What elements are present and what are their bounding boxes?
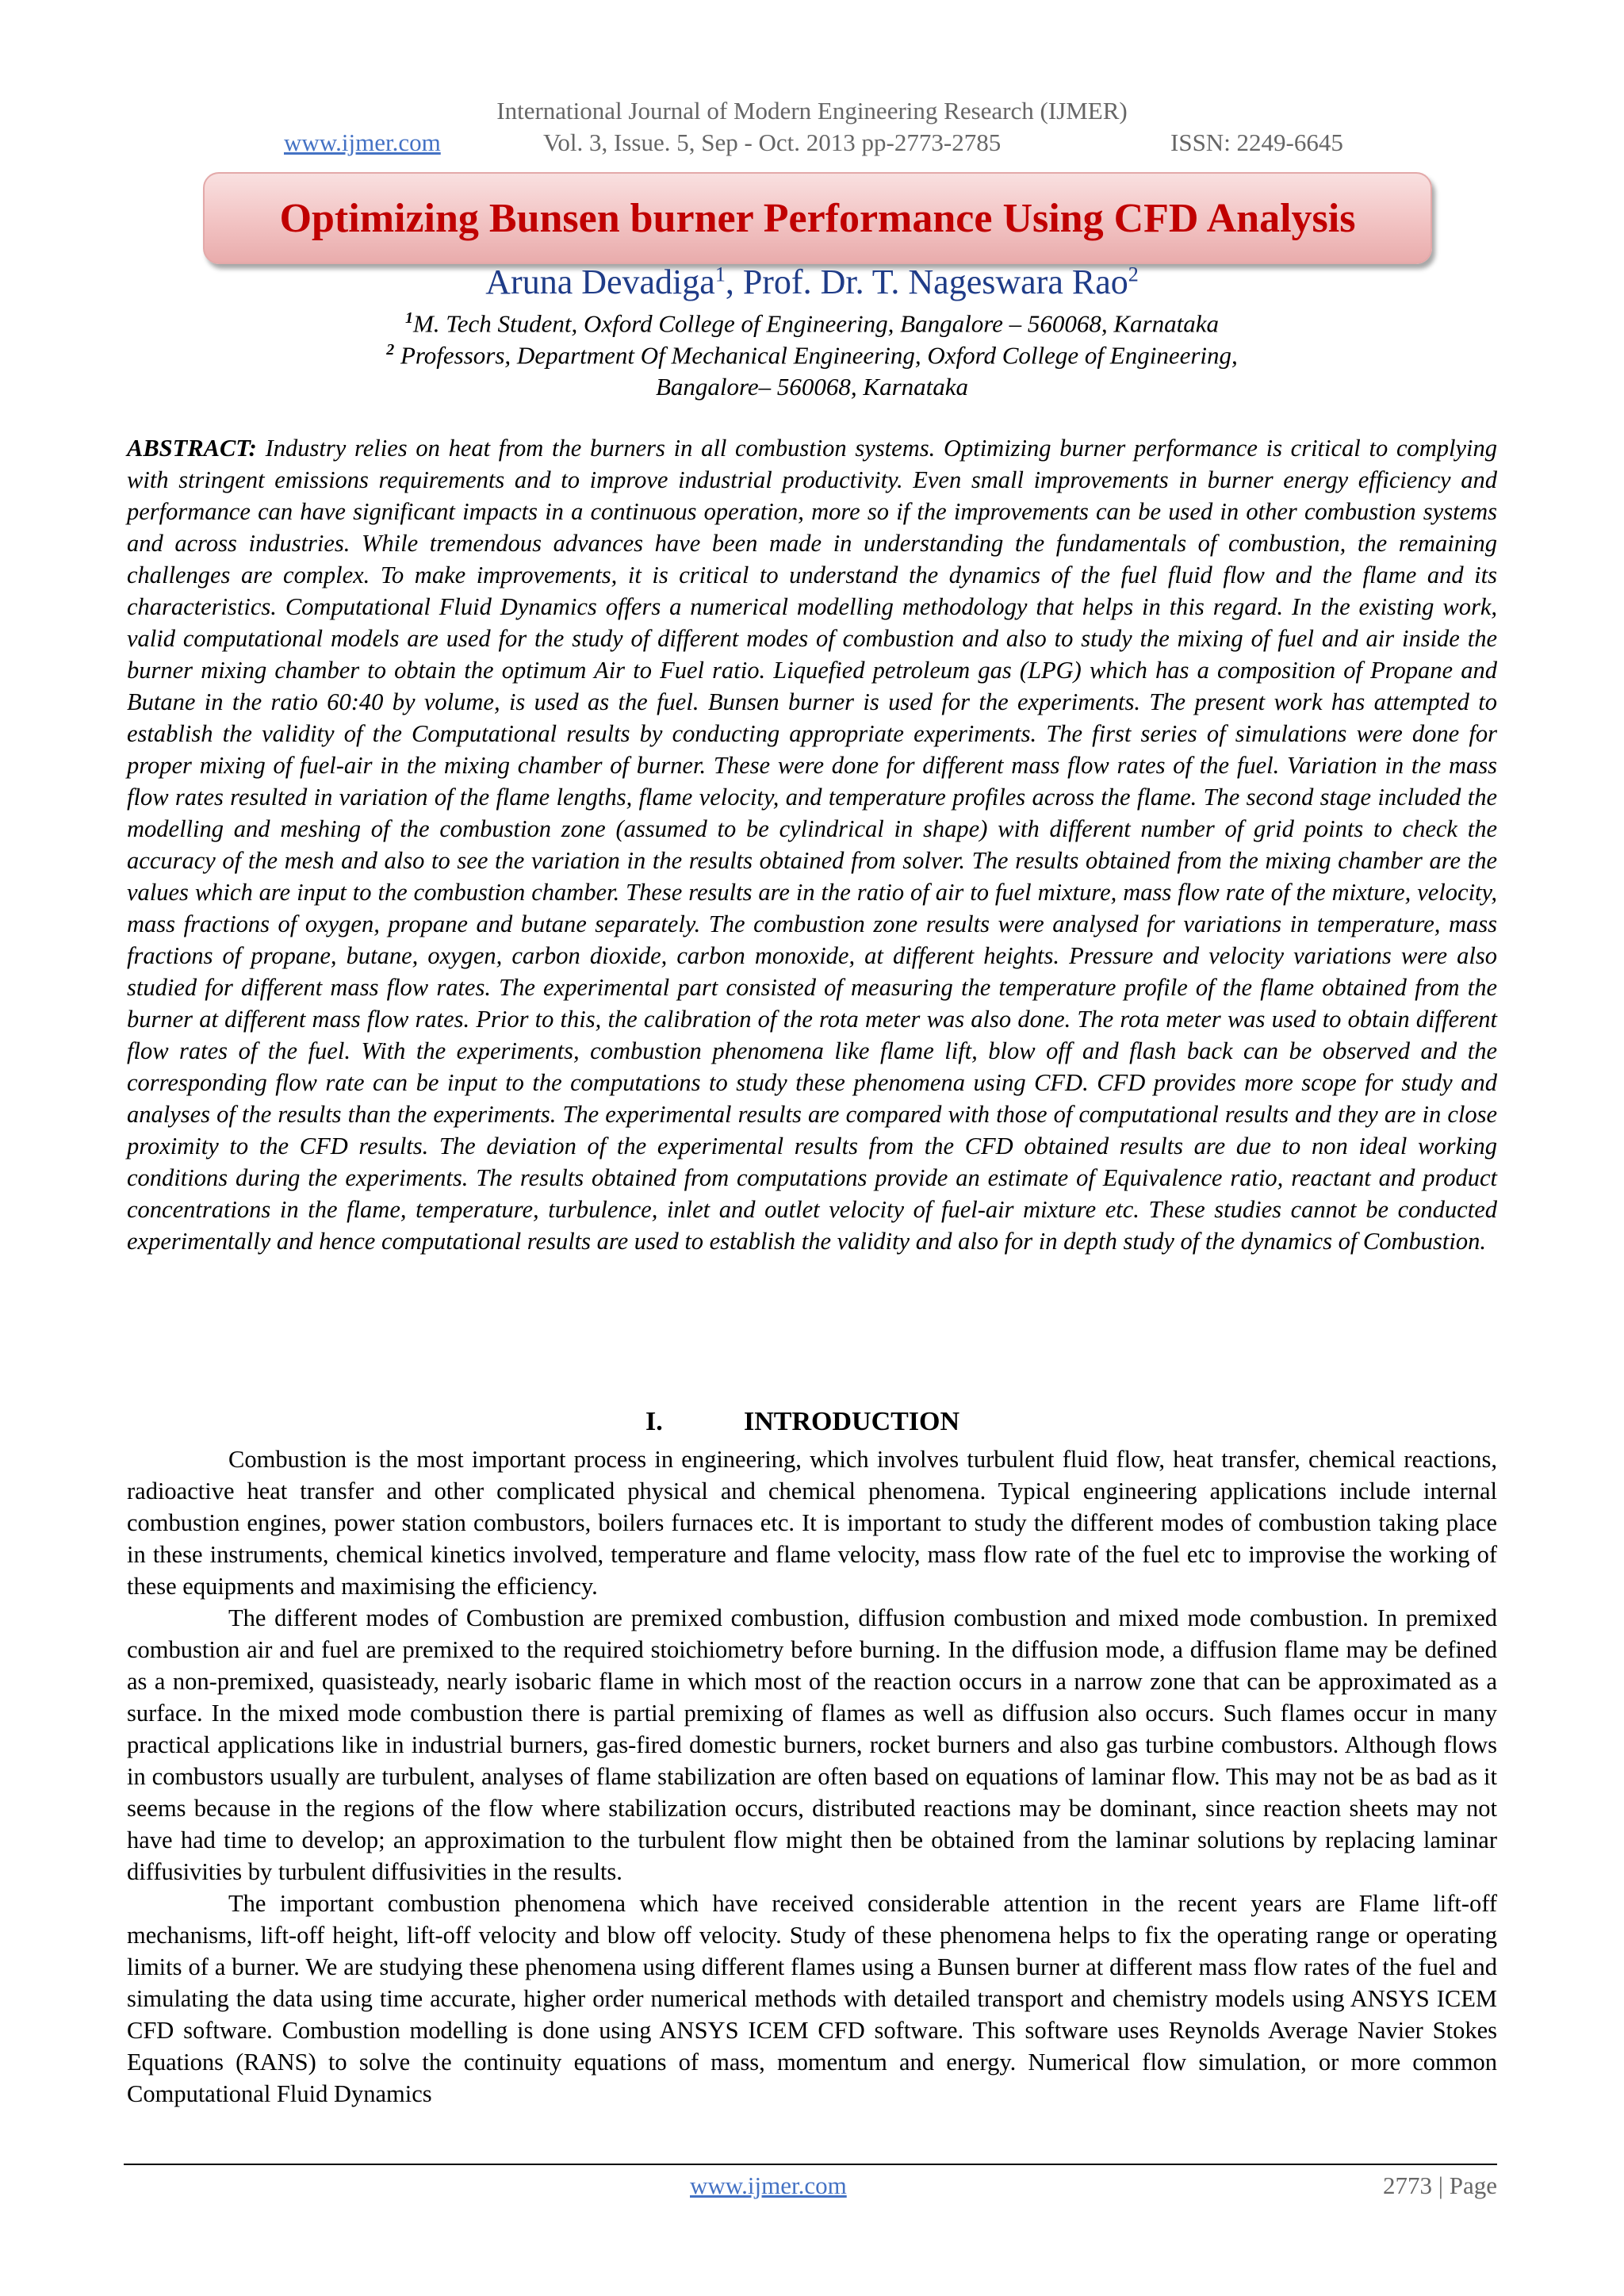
journal-url-link[interactable]: www.ijmer.com (284, 128, 441, 156)
volume-info: Vol. 3, Issue. 5, Sep - Oct. 2013 pp-2773-2785 (543, 128, 1002, 156)
abstract-label: ABSTRACT: (127, 435, 257, 462)
affiliation-mark: 2 (1128, 263, 1139, 286)
affiliation-text: Bangalore– 560068, Karnataka (655, 373, 969, 401)
title-banner (203, 172, 1432, 264)
introduction-body (127, 1443, 1497, 2110)
abstract (127, 432, 1497, 1257)
footer-divider (124, 2164, 1497, 2165)
section-title: INTRODUCTION (744, 1407, 960, 1436)
author-name: Aruna Devadiga (485, 263, 715, 301)
footer-url-link[interactable]: www.ijmer.com (690, 2171, 847, 2199)
affiliation-mark: 1 (404, 309, 413, 327)
issn: ISSN: 2249-6645 (1170, 128, 1343, 156)
paper-title: Optimizing Bunsen burner Performance Using CFD Analysis (279, 195, 1356, 241)
author-list (0, 262, 1624, 302)
affiliation-mark: 2 (386, 341, 395, 358)
paragraph: The different modes of Combustion are premixed combustion, diffusion combustion and mixed mode combustion. In premixed combustion air and fuel are premixed to the required stoichiometry before burning. In the diffusion mode, a diffusion flame may be defined as a non-premixed, quasisteady, nearly isobaric flame in which most of the reaction occurs in a narrow zone that can be approximated as a surface. In the mixed mode combustion there is partial premixing of flames as well as diffusion also occurs. Such flames occur in many practical applications like in industrial burners, gas-fired domestic burners, rocket burners and also gas turbine combustors. Although flows in combustors usually are turbulent, analyses of flame stabilization are often based on equations of laminar flow. This may not be as bad as it seems because in the regions of the flow where stabilization occurs, distributed reactions may be dominant, since reaction sheets may not have had time to develop; an approximation to the turbulent flow might then be obtained from the laminar solutions by replacing laminar diffusivities by turbulent diffusivities in the results. (127, 1604, 1497, 1885)
affiliation-line (0, 373, 1624, 401)
paragraph: Combustion is the most important process in engineering, which involves turbulent fluid flow, heat transfer, chemical reactions, radioactive heat transfer and other complicated physical and chemical phenomena. Typical engineering applications include internal combustion engines, power station combustors, boilers furnaces etc. It is important to study the different modes of combustion taking place in these instruments, chemical kinetics involved, temperature and flame velocity, mass flow rate of the fuel etc to improvise the working of these equipments and maximising the efficiency. (127, 1446, 1497, 1600)
affiliation-mark: 1 (714, 263, 726, 286)
affiliation-line (0, 341, 1624, 370)
author-separator: , (725, 263, 743, 301)
affiliation-line (0, 309, 1624, 338)
author-name: Prof. Dr. T. Nageswara Rao (742, 263, 1128, 301)
page-number: 2773 | Page (1383, 2171, 1497, 2199)
paragraph: The important combustion phenomena which have received considerable attention in the recent years are Flame lift-off mechanisms, lift-off height, lift-off velocity and blow off velocity. Study of these phenomena helps to fix the operating range or operating limits of a burner. We are studying these phenomena using different flames using a Bunsen burner at different mass flow rates of the fuel and simulating the data using time accurate, higher order numerical methods with detailed transport and chemistry models using ANSYS ICEM CFD software. Combustion modelling is done using ANSYS ICEM CFD software. This software uses Reynolds Average Navier Stokes Equations (RANS) to solve the continuity equations of mass, momentum and energy. Numerical flow simulation, or more common Computational Fluid Dynamics (127, 1890, 1497, 2107)
journal-name: International Journal of Modern Engineering Research (IJMER) (496, 97, 1128, 125)
abstract-text: Industry relies on heat from the burners in all combustion systems. Optimizing burner performance is critical to complying with stringent emissions requirements and to improve industrial productivity. Even small improvements in burner energy efficiency and performance can have significant impacts in a continuous operation, more so if the improvements can be used in other combustion systems and across industries. While tremendous advances have been made in understanding the fundamentals of combustion, the remaining challenges are complex. To make improvements, it is critical to understand the dynamics of the fuel fluid flow and the flame and its characteristics. Computational Fluid Dynamics offers a numerical modelling methodology that helps in this regard. In the existing work, valid computational models are used for the study of different modes of combustion and also to study the mixing of fuel and air inside the burner mixing chamber to obtain the optimum Air to Fuel ratio. Liquefied petroleum gas (LPG) which has a composition of Propane and Butane in the ratio 60:40 by volume, is used as the fuel. Bunsen burner is used for the experiments. The present work has attempted to establish the validity of the Computational results by conducting appropriate experiments. The first series of simulations were done for proper mixing of fuel-air in the mixing chamber of burner. These were done for different mass flow rates of the fuel. Variation in the mass flow rates resulted in variation of the flame lengths, flame velocity, and temperature profiles across the flame. The second stage included the modelling and meshing of the combustion zone (assumed to be cylindrical in shape) with different number of grid points to check the accuracy of the mesh and also to see the variation in the results obtained from solver. The results obtained from the mixing chamber are the values which are input to the combustion chamber. These results are in the ratio of air to fuel mixture, mass flow rate of the mixture, velocity, mass fractions of oxygen, propane and butane separately. The combustion zone results were analysed for variations in temperature, mass fractions of propane, butane, oxygen, carbon dioxide, carbon monoxide, at different heights. Pressure and velocity variations were also studied for different mass flow rates. The experimental part consisted of measuring the temperature profile of the flame obtained from the burner at different mass flow rates. Prior to this, the calibration of the rota meter was also done. The rota meter was used to obtain different flow rates of the fuel. With the experiments, combustion phenomena like flame lift, blow off and flash back can be observed and the corresponding flow rate can be input to the computations to study these phenomena using CFD. CFD provides more scope for study and analyses of the results than the experiments. The experimental results are compared with those of computational results and they are in close proximity to the CFD results. The deviation of the experimental results from the CFD obtained results are due to non ideal working conditions during the experiments. The results obtained from computations provide an estimate of Equivalence ratio, reactant and product concentrations in the flame, temperature, turbulence, inlet and outlet velocity of fuel-air mixture etc. These studies cannot be conducted experimentally and hence computational results are used to establish the validity and also for in depth study of the dynamics of Combustion. (127, 435, 1497, 1255)
affiliation-text: M. Tech Student, Oxford College of Engineering, Bangalore – 560068, Karnataka (412, 309, 1219, 338)
affiliation-text: Professors, Department Of Mechanical Engineering, Oxford College of Engineering, (394, 341, 1238, 370)
section-number: I. (645, 1407, 663, 1436)
